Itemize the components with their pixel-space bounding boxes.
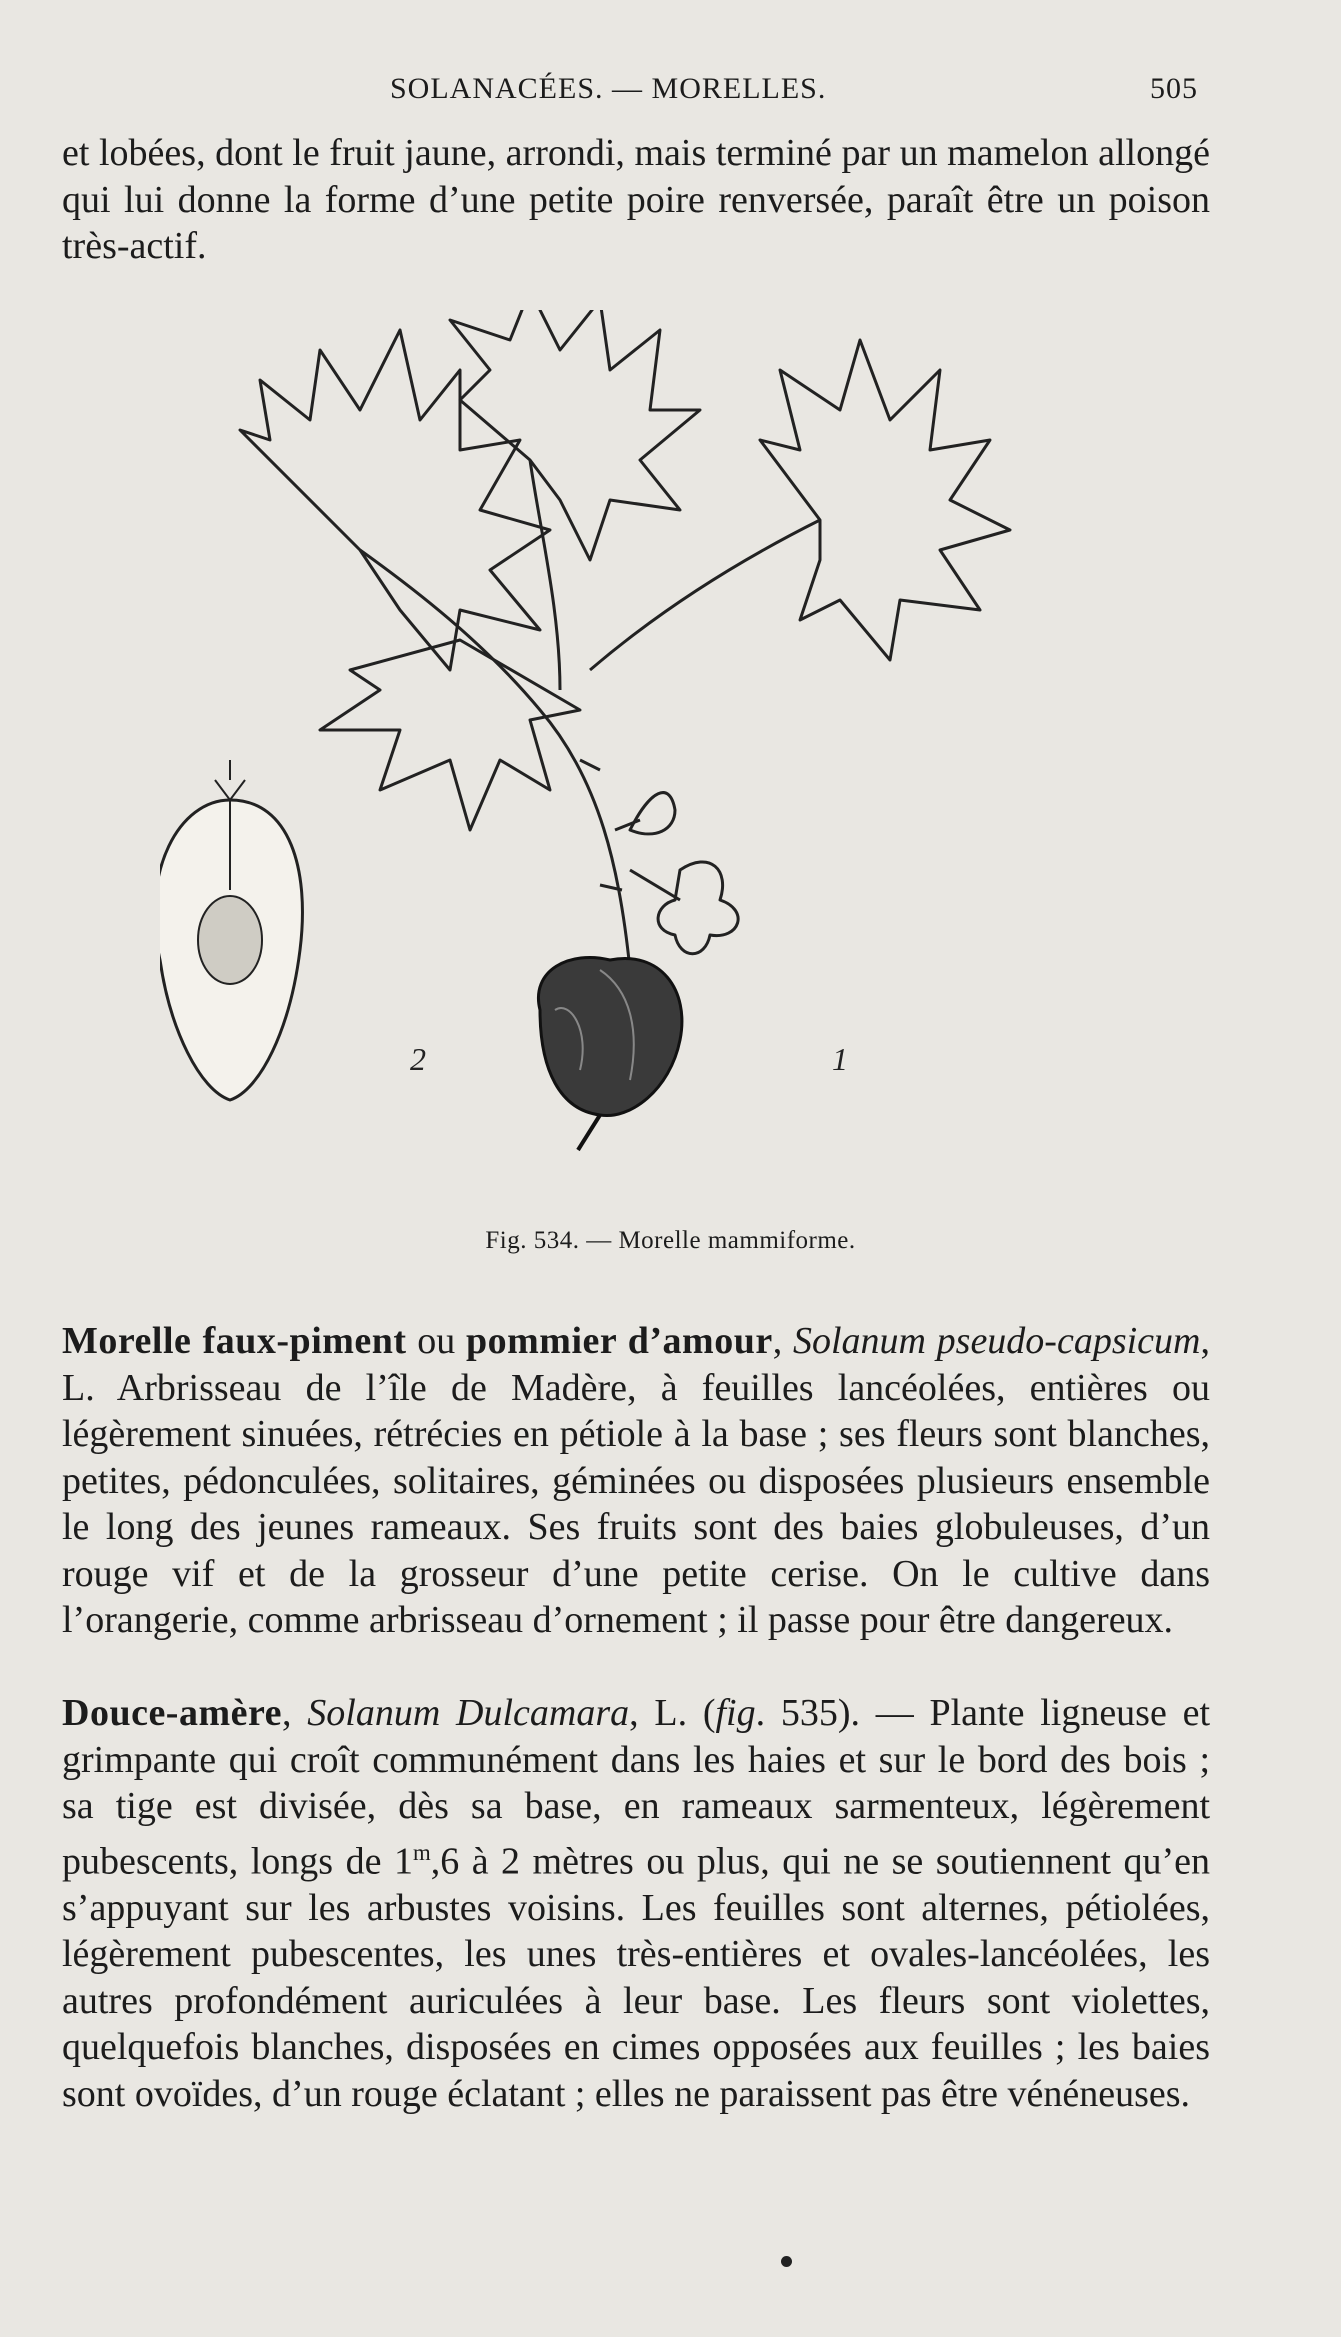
branch-right bbox=[590, 520, 820, 670]
reference-prefix: , L. ( bbox=[629, 1692, 716, 1734]
paragraph-continuation: et lobées, dont le fruit jaune, arrondi, mais terminé par un mamelon allongé qui lui donne la forme d’une petite poire renversée, paraît être un poison très-actif. bbox=[62, 132, 1210, 267]
page-number: 505 bbox=[1150, 72, 1198, 105]
figure-label-2: 2 bbox=[410, 1041, 426, 1077]
separator: , bbox=[282, 1692, 308, 1734]
leaf-top bbox=[450, 310, 700, 560]
running-title: SOLANACÉES. — MORELLES. bbox=[390, 72, 827, 105]
flower bbox=[658, 862, 738, 954]
figure-reference: fig bbox=[715, 1692, 756, 1734]
reference-continuation: . 535). — Plante ligneuse et grimpante qui croît communément dans les haies et sur le bord des bois ; sa tige est divisée, dès sa base, en rameaux sarmenteux, légèrement pubescents, longs de 1 bbox=[62, 1692, 1211, 1883]
description-text: ,6 à 2 mètres ou plus, qui ne se soutiennent qu’en s’appuyant sur les arbustes voisins. Les feuilles sont alternes, pétiolées, légèrement pubescentes, les unes très-entières et ovales-lancéolées, les autres profondément auriculées à leur base. Les fleurs sont violettes, quelquefois blanches, disposées en cimes opposées aux feuilles ; les baies sont ovoïdes, d’un rouge éclatant ; elles ne paraissent pas être vénéneuses. bbox=[62, 1840, 1210, 2115]
species-name-alt: pommier d’amour bbox=[466, 1320, 773, 1362]
stem bbox=[360, 550, 630, 970]
botanical-engraving bbox=[160, 310, 1060, 1210]
figure-illustration bbox=[160, 310, 1060, 1210]
leaf-left bbox=[240, 330, 550, 670]
latin-name: Solanum Dulcamara bbox=[307, 1692, 630, 1734]
connector-text: ou bbox=[406, 1320, 466, 1362]
paragraph-douce-amere bbox=[62, 1690, 1210, 2117]
latin-name: Solanum pseudo-capsicum bbox=[792, 1320, 1201, 1362]
fruit-whole bbox=[538, 957, 681, 1150]
species-name: Morelle faux-piment bbox=[62, 1320, 407, 1362]
species-name: Douce-amère bbox=[62, 1692, 283, 1734]
figure-label-1: 1 bbox=[832, 1041, 848, 1077]
flower-stalk bbox=[630, 870, 680, 900]
leaf-right bbox=[760, 340, 1010, 660]
separator: , bbox=[772, 1320, 793, 1362]
figure-caption: Fig. 534. — Morelle mammiforme. bbox=[485, 1227, 856, 1254]
bud bbox=[630, 793, 675, 834]
description-text: , L. Arbrisseau de l’île de Madère, à feuilles lancéolées, entières ou légèrement sinuées, rétrécies en pétiole à la base ; ses fleurs sont blanches, petites, pédonculées, solitaires, géminées ou disposées plusieurs ensemble le long des jeunes rameaux. Ses fruits sont des baies globuleuses, d’un rouge vif et de la grosseur d’une petite cerise. On le cultive dans l’orangerie, comme arbrisseau d’ornement ; il passe pour être dangereux. bbox=[62, 1320, 1210, 1641]
paragraph-morelle-faux-piment bbox=[62, 1318, 1210, 1644]
fruit-section bbox=[160, 760, 302, 1100]
page-mark-dot bbox=[781, 2256, 792, 2267]
unit-superscript: m bbox=[412, 1839, 431, 1865]
